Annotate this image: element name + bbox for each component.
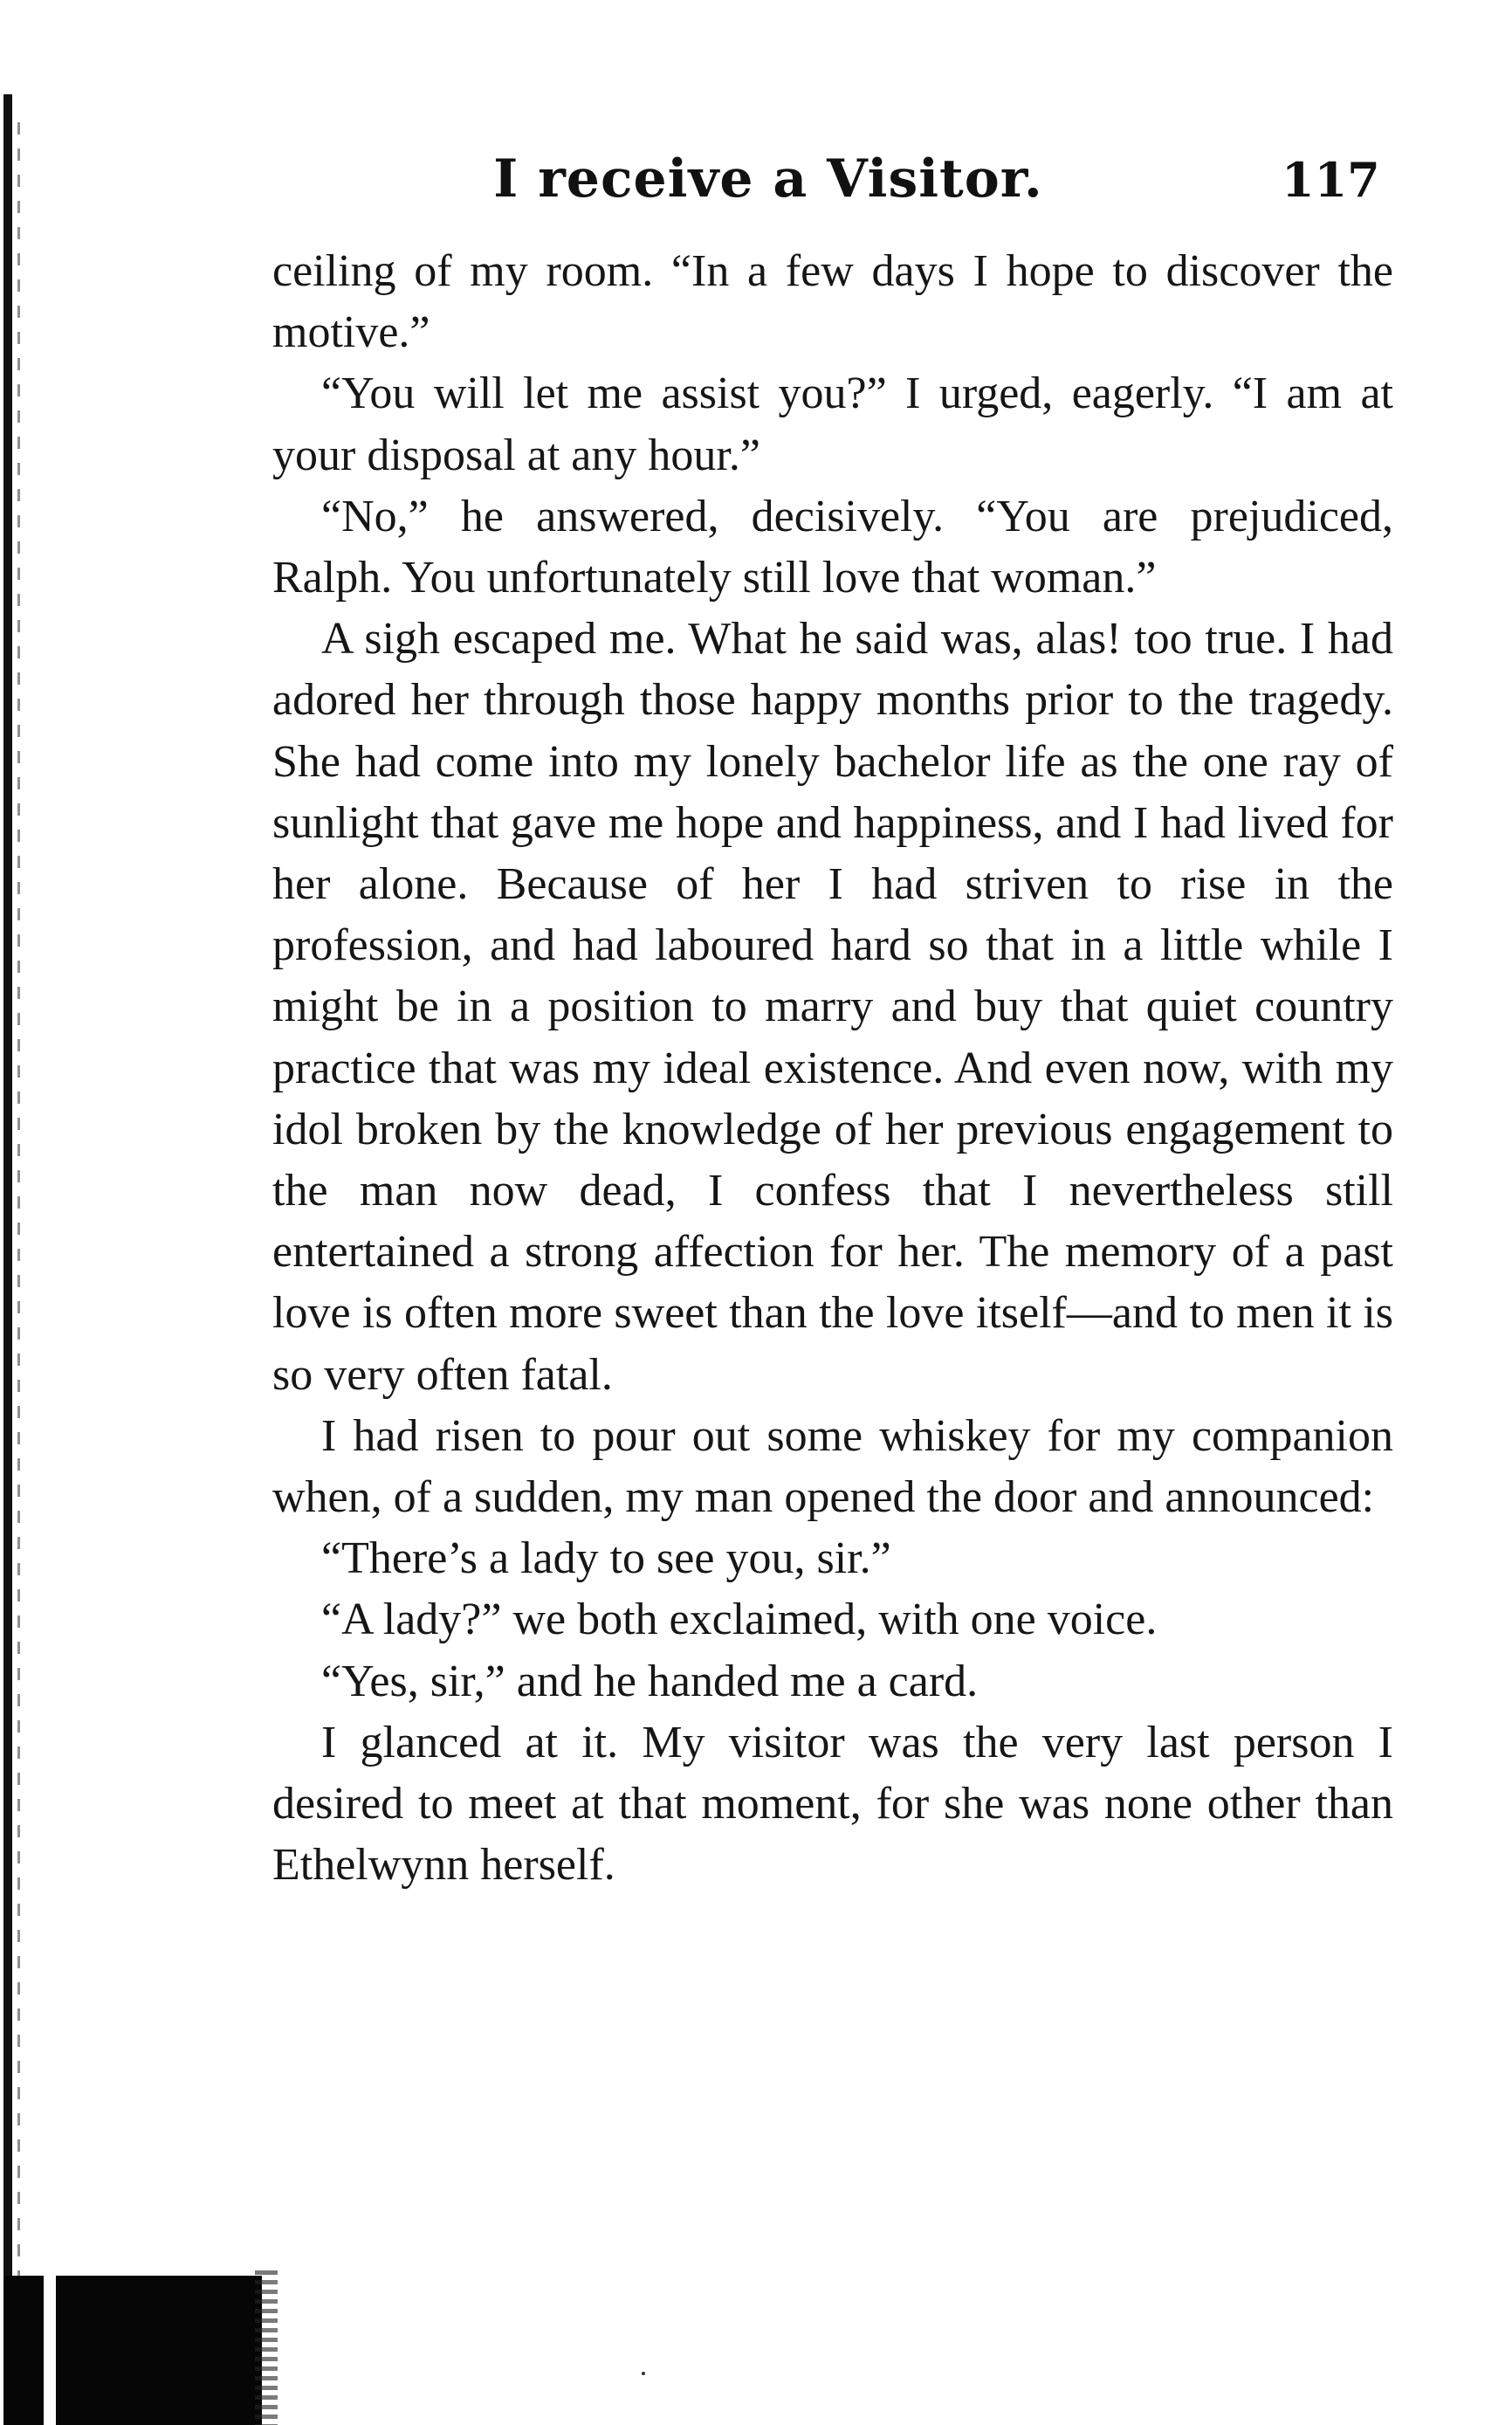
page-binding-shadow <box>17 122 20 2425</box>
scan-corner-gap <box>44 2276 56 2425</box>
page-binding-edge <box>3 94 12 2425</box>
paragraph-announcement: “There’s a lady to see you, sir.” <box>321 1533 891 1584</box>
scan-corner-shadow <box>3 2276 262 2425</box>
paragraph-reflection: A sigh escaped me. What he said was, alas! too true. I had adored her through those happy months prior to the tragedy. She had come into my lonely bachelor life as the one ray of sunlight that gave me hope and happiness, and I had lived for her alone. Because of her I had striven to rise in the profession, and had laboured hard so that in a little while I might be in a position to marry and buy that quiet country practice that was my ideal existence. And even now, with my idol broken by the knowledge of her previous engagement to the man now dead, I confess that I nevertheless still entertained a strong affection for her. The memory of a past love is often more sweet than the love itself—and to men it is so very often fatal. <box>272 614 1393 1400</box>
ink-speck <box>642 2372 645 2375</box>
paragraph-card: “Yes, sir,” and he handed me a card. <box>321 1656 979 1706</box>
body-text <box>272 241 1393 1896</box>
running-title: I receive a Visitor. <box>493 148 1043 210</box>
page-number: 117 <box>1282 152 1380 208</box>
running-head <box>0 141 1512 220</box>
scan-corner-fringe <box>255 2270 278 2425</box>
paragraph-dialogue-prejudiced: “No,” he answered, decisively. “You are prejudiced, Ralph. You unfortunately still love that woman.” <box>272 491 1393 603</box>
paragraph-dialogue-assist: “You will let me assist you?” I urged, eagerly. “I am at your disposal at any hour.” <box>272 369 1393 480</box>
paragraph-visitor-identity: I glanced at it. My visitor was the very last person I desired to meet at that moment, for she was none other than Ethelwynn herself. <box>272 1717 1393 1891</box>
paragraph-interruption: I had risen to pour out some whiskey for my companion when, of a sudden, my man opened the door and announced: <box>272 1410 1393 1523</box>
paragraph-exclamation: “A lady?” we both exclaimed, with one voice. <box>321 1595 1158 1645</box>
paragraph-continuation: ceiling of my room. “In a few days I hope to discover the motive.” <box>272 246 1393 358</box>
